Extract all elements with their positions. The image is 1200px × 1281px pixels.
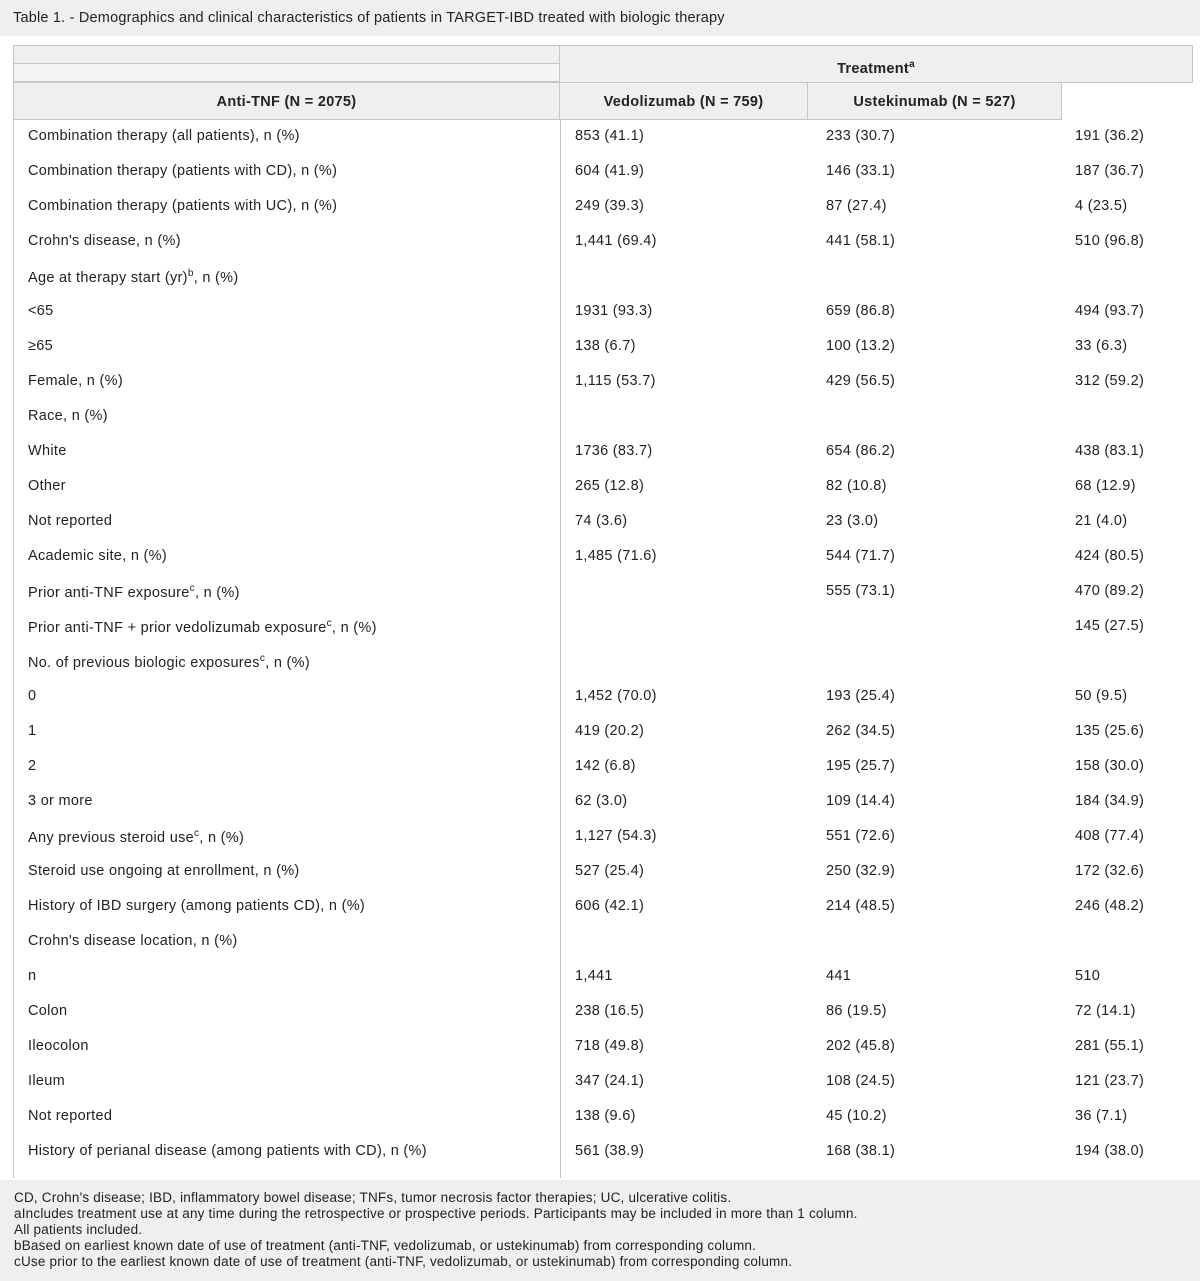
cell-anti-tnf: 606 (42.1) — [575, 898, 645, 914]
row-label — [28, 478, 66, 494]
table-row — [13, 715, 1193, 750]
cell-vedolizumab: 195 (25.7) — [826, 758, 896, 774]
row-label-text: 0 — [28, 688, 37, 704]
row-label — [28, 618, 377, 636]
cell-ustekinumab: 312 (59.2) — [1075, 373, 1145, 389]
cell-anti-tnf: 1,441 — [575, 968, 613, 984]
row-label — [28, 408, 108, 424]
cell-ustekinumab: 72 (14.1) — [1075, 1003, 1136, 1019]
row-label-text: Female, n (%) — [28, 373, 123, 389]
table-row — [13, 855, 1193, 890]
cell-ustekinumab: 135 (25.6) — [1075, 723, 1145, 739]
row-label-text: Crohn's disease, n (%) — [28, 233, 181, 249]
table-row — [13, 1065, 1193, 1100]
cell-ustekinumab: 494 (93.7) — [1075, 303, 1145, 319]
header-treatment-footnote-mark: a — [909, 59, 915, 70]
cell-ustekinumab: 145 (27.5) — [1075, 618, 1145, 634]
row-label — [28, 338, 53, 354]
cell-ustekinumab: 50 (9.5) — [1075, 688, 1128, 704]
row-label — [28, 163, 337, 179]
row-footnote-mark: c — [326, 618, 332, 629]
cell-ustekinumab: 424 (80.5) — [1075, 548, 1145, 564]
cell-ustekinumab: 121 (23.7) — [1075, 1073, 1145, 1089]
table-row — [13, 120, 1193, 155]
table-row — [13, 925, 1193, 960]
row-label — [28, 233, 181, 249]
row-label — [28, 513, 112, 529]
row-label — [28, 128, 300, 144]
row-label-text: White — [28, 443, 67, 459]
row-label-text: Prior anti-TNF exposure — [28, 584, 190, 601]
row-label-suffix: , n (%) — [199, 829, 245, 846]
table-row — [13, 295, 1193, 330]
table-row — [13, 225, 1193, 260]
row-label — [28, 758, 36, 774]
header-anti-tnf: Anti-TNF (N = 2075) — [13, 82, 560, 120]
cell-anti-tnf: 1,115 (53.7) — [575, 373, 656, 389]
table-row — [13, 1100, 1193, 1135]
row-label-text: Crohn's disease location, n (%) — [28, 933, 238, 949]
row-label — [28, 968, 36, 984]
table-row — [13, 890, 1193, 925]
row-label-suffix: , n (%) — [193, 269, 239, 286]
cell-anti-tnf: 1,441 (69.4) — [575, 233, 657, 249]
row-footnote-mark: c — [259, 653, 266, 664]
table-row — [13, 470, 1193, 505]
cell-anti-tnf: 604 (41.9) — [575, 163, 645, 179]
table-row — [13, 995, 1193, 1030]
row-label — [28, 198, 337, 214]
row-label-text: Combination therapy (patients with CD), n (%) — [28, 163, 338, 179]
cell-ustekinumab: 184 (34.9) — [1075, 793, 1145, 809]
cell-anti-tnf: 249 (39.3) — [575, 198, 645, 214]
row-footnote-mark: c — [193, 828, 200, 839]
row-label-text: History of IBD surgery (among patients CD), n (%) — [28, 898, 366, 914]
cell-vedolizumab: 544 (71.7) — [826, 548, 896, 564]
row-footnote-mark: b — [187, 268, 194, 279]
table-row — [13, 575, 1193, 610]
table-row — [13, 365, 1193, 400]
row-label-text: Combination therapy (patients with UC), n (%) — [28, 198, 338, 214]
cell-anti-tnf: 718 (49.8) — [575, 1038, 645, 1054]
cell-vedolizumab: 262 (34.5) — [826, 723, 896, 739]
cell-vedolizumab: 654 (86.2) — [826, 443, 896, 459]
row-label-text: <65 — [28, 303, 54, 319]
row-label-text: 1 — [28, 723, 37, 739]
cell-anti-tnf: 1736 (83.7) — [575, 443, 653, 459]
cell-ustekinumab: 470 (89.2) — [1075, 583, 1145, 599]
cell-ustekinumab: 21 (4.0) — [1075, 513, 1128, 529]
footnote-b: bBased on earliest known date of use of treatment (anti-TNF, vedolizumab, or ustekinumab) from corresponding column. — [14, 1238, 757, 1253]
row-label — [28, 653, 310, 671]
row-label-suffix: , n (%) — [194, 584, 240, 601]
cell-anti-tnf: 853 (41.1) — [575, 128, 645, 144]
cell-ustekinumab: 187 (36.7) — [1075, 163, 1145, 179]
cell-vedolizumab: 45 (10.2) — [826, 1108, 887, 1124]
row-label-text: History of perianal disease (among patients with CD), n (%) — [28, 1143, 427, 1159]
table-row — [13, 400, 1193, 435]
cell-ustekinumab: 68 (12.9) — [1075, 478, 1136, 494]
cell-ustekinumab: 191 (36.2) — [1075, 128, 1145, 144]
row-label — [28, 828, 244, 846]
header-treatment-label: Treatment — [837, 60, 910, 77]
header-blank-cell-lower — [13, 63, 560, 82]
cell-anti-tnf: 561 (38.9) — [575, 1143, 645, 1159]
header-ustekinumab: Ustekinumab (N = 527) — [807, 82, 1062, 120]
row-label — [28, 863, 300, 879]
row-footnote-mark: c — [189, 583, 195, 594]
row-label-text: No. of previous biologic exposures — [28, 654, 260, 671]
row-label — [28, 793, 93, 809]
table-row — [13, 435, 1193, 470]
table-row — [13, 155, 1193, 190]
cell-anti-tnf: 74 (3.6) — [575, 513, 628, 529]
row-label-text: ≥65 — [28, 338, 53, 354]
row-label-text: Colon — [28, 1003, 68, 1019]
row-label-text: Race, n (%) — [28, 408, 108, 424]
cell-anti-tnf: 1,452 (70.0) — [575, 688, 657, 704]
header-vedolizumab: Vedolizumab (N = 759) — [559, 82, 808, 120]
cell-vedolizumab: 86 (19.5) — [826, 1003, 887, 1019]
cell-vedolizumab: 233 (30.7) — [826, 128, 896, 144]
row-label-text: Not reported — [28, 513, 113, 529]
cell-vedolizumab: 146 (33.1) — [826, 163, 896, 179]
cell-ustekinumab: 4 (23.5) — [1075, 198, 1128, 214]
cell-anti-tnf: 1931 (93.3) — [575, 303, 653, 319]
row-label — [28, 723, 36, 739]
cell-vedolizumab: 202 (45.8) — [826, 1038, 896, 1054]
cell-vedolizumab: 429 (56.5) — [826, 373, 896, 389]
footnote-abbreviations: CD, Crohn's disease; IBD, inflammatory bowel disease; TNFs, tumor necrosis factor therapies; UC, ulcerative colitis. — [14, 1190, 732, 1205]
table-caption: Table 1. - Demographics and clinical characteristics of patients in TARGET-IBD treated with biologic therapy — [0, 0, 1200, 36]
row-label-text: Any previous steroid use — [28, 829, 194, 846]
cell-anti-tnf: 1,127 (54.3) — [575, 828, 657, 844]
cell-ustekinumab: 510 (96.8) — [1075, 233, 1145, 249]
row-label-text: Age at therapy start (yr) — [28, 269, 188, 286]
table-row — [13, 820, 1193, 855]
cell-vedolizumab: 87 (27.4) — [826, 198, 887, 214]
cell-anti-tnf: 62 (3.0) — [575, 793, 628, 809]
table-row — [13, 540, 1193, 575]
cell-ustekinumab: 246 (48.2) — [1075, 898, 1145, 914]
cell-ustekinumab: 158 (30.0) — [1075, 758, 1145, 774]
table-row — [13, 1135, 1193, 1170]
cell-ustekinumab: 408 (77.4) — [1075, 828, 1145, 844]
row-label-text: n — [28, 968, 37, 984]
cell-anti-tnf: 238 (16.5) — [575, 1003, 645, 1019]
cell-vedolizumab: 659 (86.8) — [826, 303, 896, 319]
row-label — [28, 1038, 89, 1054]
row-label — [28, 1143, 427, 1159]
row-label — [28, 1108, 112, 1124]
row-label — [28, 1003, 67, 1019]
row-label-suffix: , n (%) — [265, 654, 310, 671]
cell-vedolizumab: 441 (58.1) — [826, 233, 896, 249]
table-row — [13, 1030, 1193, 1065]
row-label — [28, 898, 365, 914]
row-label-text: Prior anti-TNF + prior vedolizumab exposure — [28, 619, 327, 636]
table-body — [13, 120, 1193, 1170]
table-row — [13, 330, 1193, 365]
cell-anti-tnf: 265 (12.8) — [575, 478, 645, 494]
table-row — [13, 645, 1193, 680]
cell-vedolizumab: 250 (32.9) — [826, 863, 896, 879]
row-label — [28, 1073, 65, 1089]
row-label-text: Other — [28, 478, 66, 494]
footnote-a-continued: All patients included. — [14, 1222, 143, 1237]
table-row — [13, 610, 1193, 645]
cell-ustekinumab: 36 (7.1) — [1075, 1108, 1128, 1124]
cell-anti-tnf: 347 (24.1) — [575, 1073, 645, 1089]
row-label — [28, 443, 67, 459]
row-label — [28, 688, 36, 704]
header-blank-cell — [13, 45, 560, 64]
table-row — [13, 785, 1193, 820]
table-footnotes — [0, 1180, 1200, 1281]
header-treatment — [559, 45, 1193, 83]
cell-ustekinumab: 281 (55.1) — [1075, 1038, 1145, 1054]
cell-vedolizumab: 109 (14.4) — [826, 793, 896, 809]
row-label-text: Steroid use ongoing at enrollment, n (%) — [28, 863, 300, 879]
cell-vedolizumab: 23 (3.0) — [826, 513, 879, 529]
row-label — [28, 303, 54, 319]
cell-vedolizumab: 551 (72.6) — [826, 828, 896, 844]
table-row — [13, 680, 1193, 715]
demographics-table — [0, 36, 1200, 1180]
cell-anti-tnf: 419 (20.2) — [575, 723, 645, 739]
cell-anti-tnf: 1,485 (71.6) — [575, 548, 657, 564]
cell-vedolizumab: 214 (48.5) — [826, 898, 896, 914]
row-label-text: 3 or more — [28, 793, 93, 809]
footnote-a: aIncludes treatment use at any time during the retrospective or prospective periods. Participants may be included in more than 1 column. — [14, 1206, 858, 1221]
cell-vedolizumab: 168 (38.1) — [826, 1143, 896, 1159]
row-label — [28, 548, 167, 564]
cell-vedolizumab: 441 — [826, 968, 852, 984]
row-label-text: 2 — [28, 758, 37, 774]
row-label — [28, 583, 240, 601]
cell-vedolizumab: 193 (25.4) — [826, 688, 896, 704]
cell-anti-tnf: 138 (9.6) — [575, 1108, 636, 1124]
table-row — [13, 960, 1193, 995]
cell-ustekinumab: 438 (83.1) — [1075, 443, 1145, 459]
cell-ustekinumab: 194 (38.0) — [1075, 1143, 1145, 1159]
table-row — [13, 505, 1193, 540]
row-label-text: Not reported — [28, 1108, 113, 1124]
cell-vedolizumab: 82 (10.8) — [826, 478, 887, 494]
table-row — [13, 260, 1193, 295]
row-label-text: Ileocolon — [28, 1038, 89, 1054]
row-label-text: Ileum — [28, 1073, 65, 1089]
footnote-c: cUse prior to the earliest known date of use of treatment (anti-TNF, vedolizumab, or ustekinumab) from corresponding column. — [14, 1254, 793, 1269]
cell-vedolizumab: 100 (13.2) — [826, 338, 896, 354]
cell-ustekinumab: 33 (6.3) — [1075, 338, 1128, 354]
cell-vedolizumab: 555 (73.1) — [826, 583, 896, 599]
row-label-text: Academic site, n (%) — [28, 548, 167, 564]
row-label — [28, 933, 238, 949]
row-label — [28, 373, 123, 389]
cell-anti-tnf: 138 (6.7) — [575, 338, 636, 354]
table-row — [13, 750, 1193, 785]
row-label-text: Combination therapy (all patients), n (%) — [28, 128, 300, 144]
table-row — [13, 190, 1193, 225]
cell-ustekinumab: 510 — [1075, 968, 1101, 984]
row-label-suffix: , n (%) — [331, 619, 377, 636]
row-label — [28, 268, 239, 286]
cell-anti-tnf: 142 (6.8) — [575, 758, 636, 774]
cell-anti-tnf: 527 (25.4) — [575, 863, 645, 879]
cell-vedolizumab: 108 (24.5) — [826, 1073, 896, 1089]
cell-ustekinumab: 172 (32.6) — [1075, 863, 1145, 879]
